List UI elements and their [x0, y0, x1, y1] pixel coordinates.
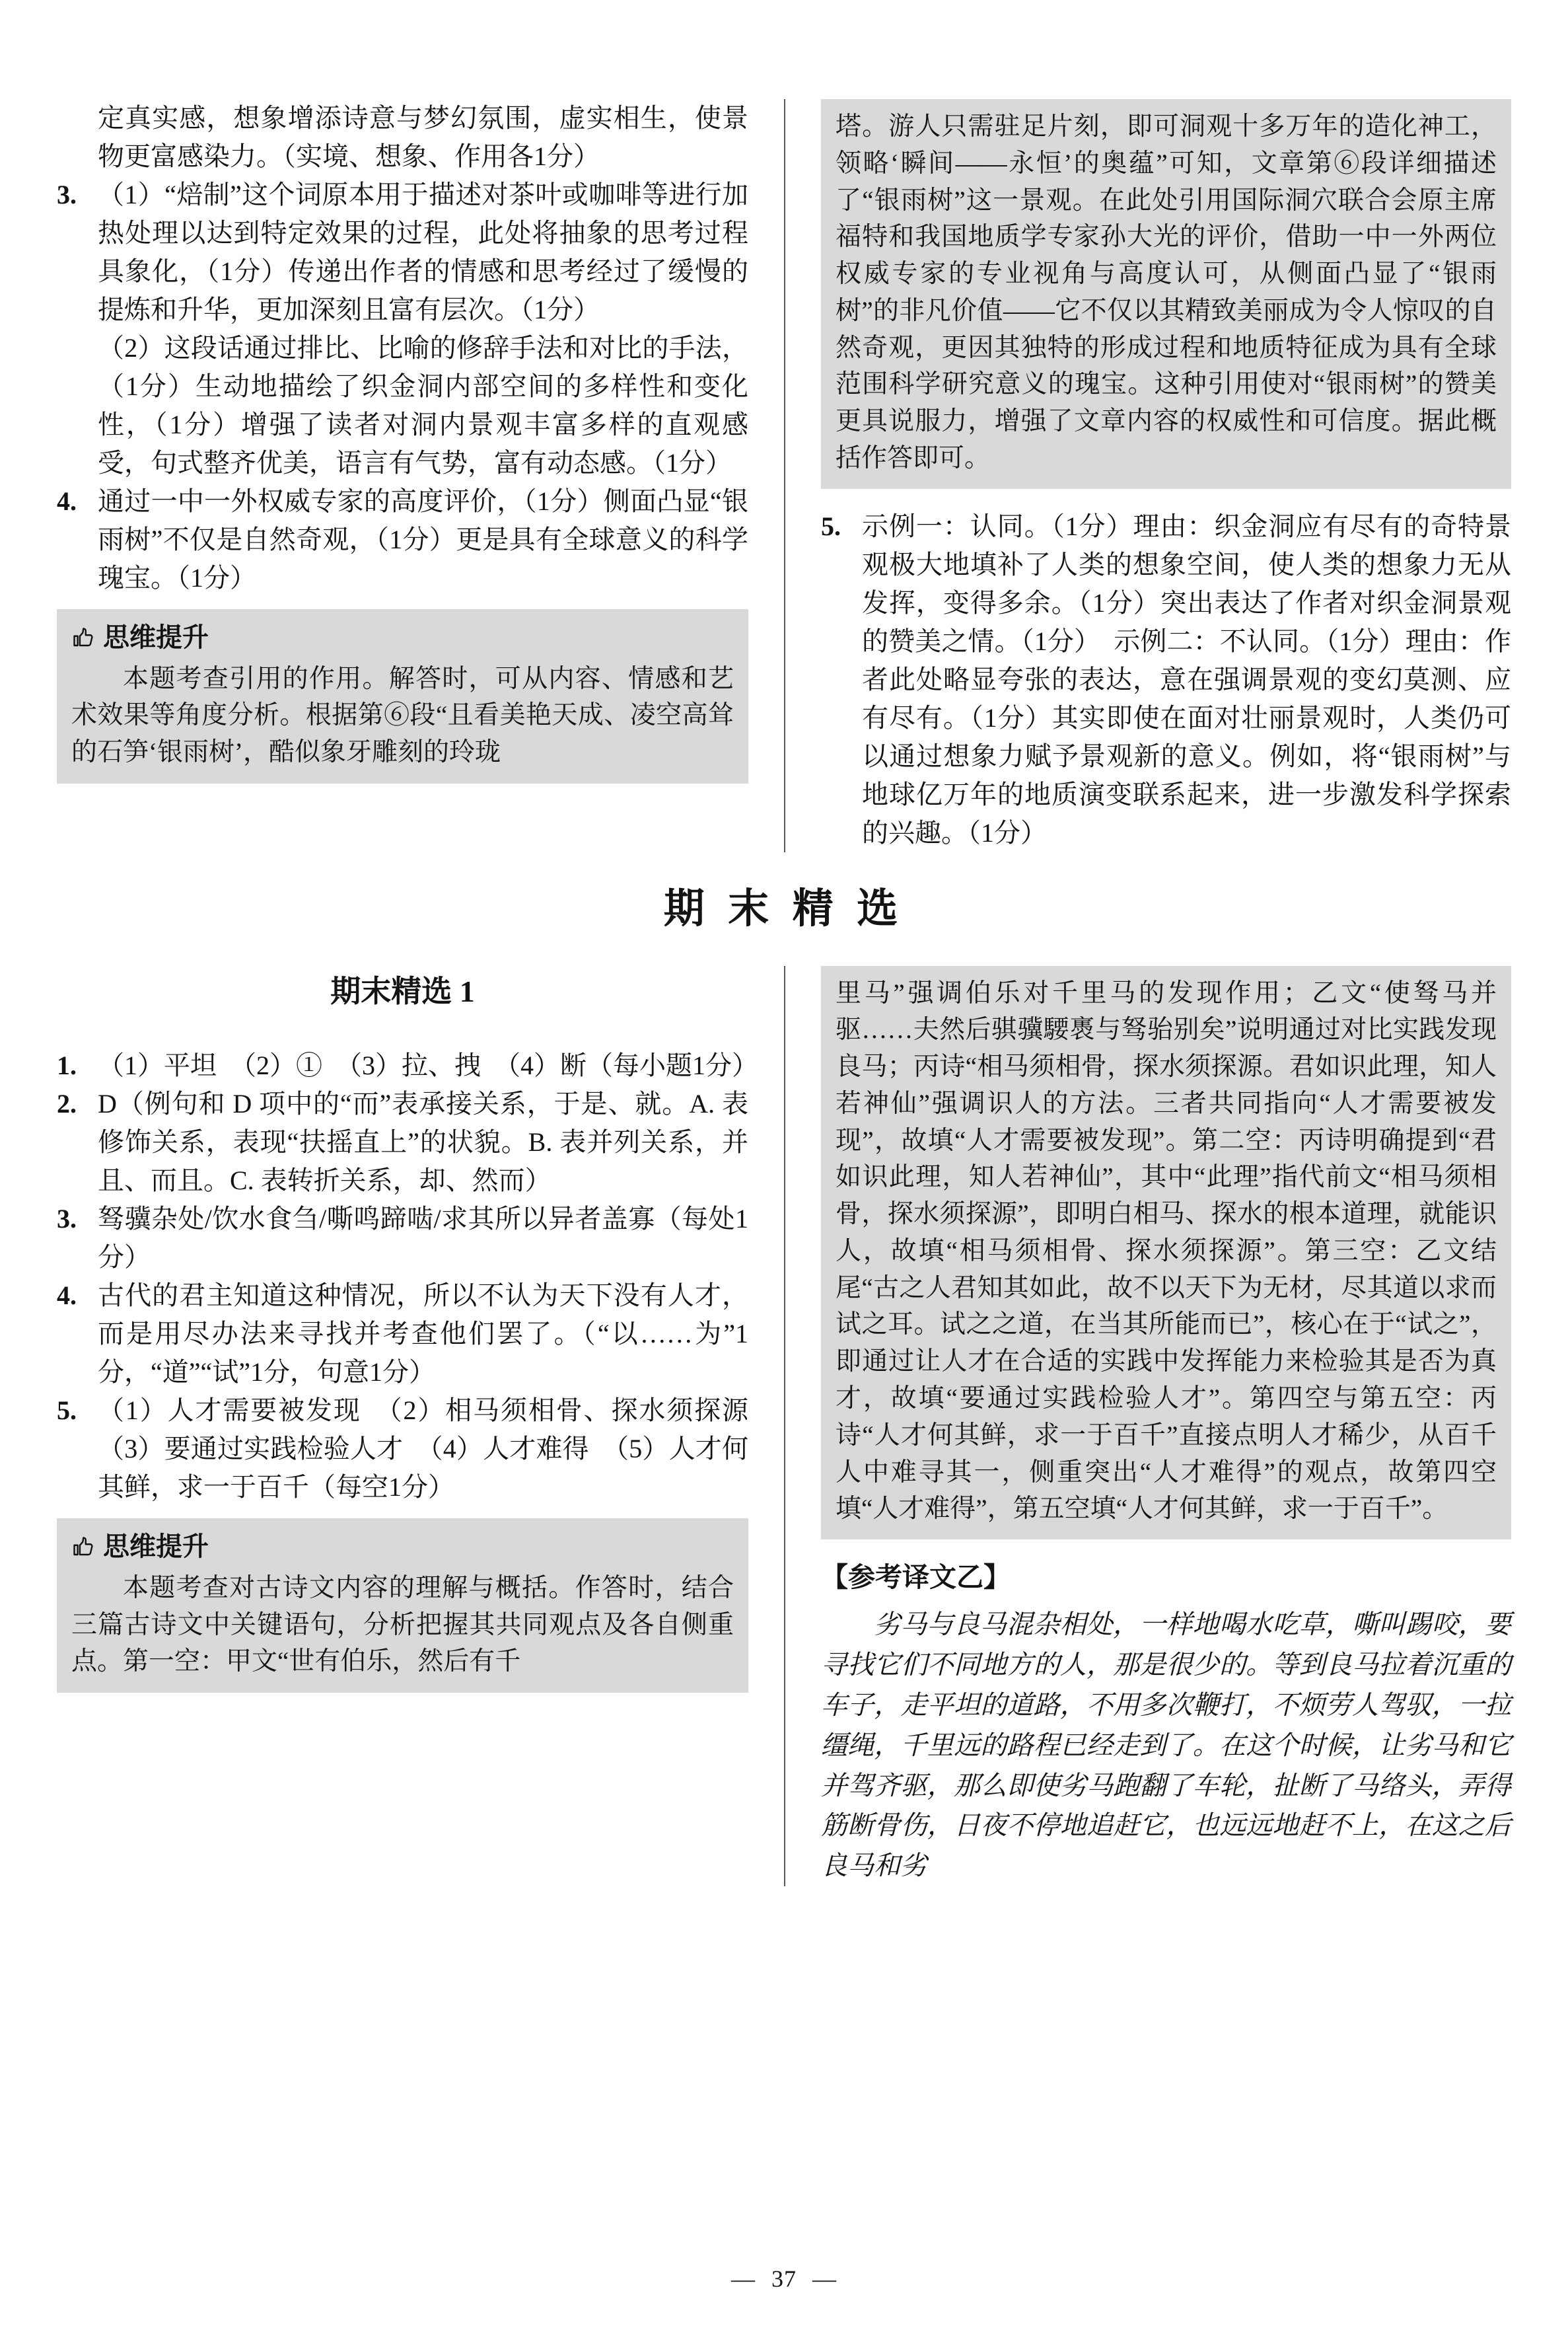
item-body [98, 176, 748, 482]
answer-continuation-text: 定真实感，想象增添诗意与梦幻氛围，虚实相生，使景物更富感染力。（实境、想象、作用各1分） [98, 103, 748, 171]
item-body [98, 1276, 748, 1391]
answer-paragraph: （1）“焙制”这个词原本用于描述对茶叶或咖啡等进行加热处理以达到特定效果的过程，此处将抽象的思考过程具象化，（1分）传递出作者的情感和思考经过了缓慢的提炼和升华，更加深刻且富有层次。（1分） [98, 180, 748, 324]
top-left-column [57, 99, 784, 852]
item-number: 5. [821, 511, 841, 541]
answer-item-2 [57, 1085, 748, 1200]
reference-translation-text: 劣马与良马混杂相处，一样地喝水吃草，嘶叫踢咬，要寻找它们不同地方的人，那是很少的。等到良马拉着沉重的车子，走平坦的道路，不用多次鞭打，不烦劳人驾驭，一拉缰绳，千里远的路程已经走到了。在这个时候，让劣马和它并驾齐驱，那么即使劣马跑翻了车轮，扯断了马络头，弄得筋断骨伤，日夜不停地追赶它，也远远地赶不上，在这之后良马和劣 [821, 1609, 1511, 1881]
page-footer [0, 2262, 1568, 2296]
answer-paragraph: 驽骥杂处/饮水食刍/嘶鸣蹄啮/求其所以异者盖寡（每处1分） [98, 1204, 748, 1273]
bottom-left-column [57, 966, 784, 1887]
footer-dash-right: — [812, 2265, 837, 2292]
item-body [98, 482, 748, 597]
tip-title: 思维提升 [103, 1532, 209, 1562]
page-number: 37 [771, 2265, 797, 2292]
answer-paragraph: （1）人才需要被发现 （2）相马须相骨、探水须探源 （3）要通过实践检验人才 （4）人才难得 （5）人才何其鲜，求一于百千（每空1分） [98, 1395, 775, 1502]
answer-item-3 [57, 1200, 748, 1276]
item-body [98, 1047, 758, 1085]
answer-paragraph: 示例一：认同。（1分）理由：织金洞应有尽有的奇特景观极大地填补了人类的想象空间，使人类的想象力无从发挥，变得多余。（1分）突出表达了作者对织金洞景观的赞美之情。（1分） 示例二：不认同。（1分）理由：作者此处略显夸张的表达，意在强调景观的变幻莫测、应有尽有。（1分）其实即使在面对壮丽景观时，人类仍可以通过想象力赋予景观新的意义。例如，将“银雨树”与地球亿万年的地质演变联系起来，进一步激发科学探索的兴趣。（1分） [862, 511, 1511, 848]
tip-title-row [71, 1528, 734, 1566]
bottom-section [57, 966, 1511, 1887]
tip-continuation-box [821, 966, 1511, 1539]
answer-paragraph: （1）平坦 （2）① （3）拉、拽 （4）断（每小题1分） [98, 1051, 758, 1081]
tip-title: 思维提升 [103, 623, 209, 652]
answer-paragraph: 古代的君主知道这种情况，所以不认为天下没有人才，而是用尽办法来寻找并考查他们罢了。（“以……为”1分，“道”“试”1分，句意1分） [98, 1280, 748, 1387]
answer-item-5 [57, 1391, 775, 1506]
item-number: 4. [57, 1280, 77, 1311]
thumbs-up-icon [71, 1535, 95, 1559]
answer-paragraph: D（例句和 D 项中的“而”表承接关系，于是、就。A. 表修饰关系，表现“扶摇直上”的状貌。B. 表并列关系，并且、而且。C. 表转折关系，却、然而） [98, 1089, 748, 1196]
item-body [98, 1391, 775, 1506]
top-section [57, 99, 1511, 852]
tip-text: 本题考查对古诗文内容的理解与概括。作答时，结合三篇古诗文中关键语句，分析把握其共同观点及各自侧重点。第一空：甲文“世有伯乐，然后有千 [71, 1574, 734, 1676]
reference-translation-heading: 【参考译文乙】 [821, 1562, 1011, 1593]
answer-item-3 [57, 176, 748, 482]
tip-continuation-box [821, 99, 1511, 489]
bottom-right-column [784, 966, 1511, 1887]
answer-item-5 [821, 507, 1511, 852]
item-number: 1. [57, 1051, 77, 1081]
exercise-set-subtitle: 期末精选 1 [330, 974, 475, 1008]
item-number: 4. [57, 486, 77, 516]
thinking-tip-box [57, 609, 748, 784]
top-right-column [784, 99, 1511, 852]
thumbs-up-icon [71, 626, 95, 649]
item-number: 3. [57, 1204, 77, 1234]
section-title: 期 末 精 选 [663, 886, 905, 932]
thinking-tip-box [57, 1518, 748, 1693]
answer-paragraph: 通过一中一外权威专家的高度评价，（1分）侧面凸显“银雨树”不仅是自然奇观，（1分）更是具有全球意义的科学瑰宝。（1分） [98, 486, 748, 593]
item-body [862, 507, 1511, 852]
footer-dash-left: — [731, 2265, 756, 2292]
item-number: 3. [57, 180, 77, 209]
item-number: 5. [57, 1395, 77, 1426]
tip-continuation-text: 塔。游人只需驻足片刻，即可洞观十多万年的造化神工，领略‘瞬间——永恒’的奥蕴”可知，文章第⑥段详细描述了“银雨树”这一景观。在此处引用国际洞穴联合会原主席福特和我国地质学专家孙大光的评价，借助一中一外两位权威专家的专业视角与高度认可，从侧面凸显了“银雨树”的非凡价值——它不仅以其精致美丽成为令人惊叹的自然奇观，更因其独特的形成过程和地质特征成为具有全球范围科学研究意义的瑰宝。这种引用使对“银雨树”的赞美更具说服力，增强了文章内容的权威性和可信度。据此概括作答即可。 [836, 112, 1497, 472]
item-number: 2. [57, 1089, 77, 1119]
answer-item-4 [57, 1276, 748, 1391]
tip-title-row [71, 618, 734, 657]
answer-paragraph: （2）这段话通过排比、比喻的修辞手法和对比的手法，（1分）生动地描绘了织金洞内部空间的多样性和变化性，（1分）增强了读者对洞内景观丰富多样的直观感受，句式整齐优美，语言有气势，富有动态感。（1分） [98, 333, 748, 478]
item-body [98, 1085, 748, 1200]
tip-text: 本题考查引用的作用。解答时，可从内容、情感和艺术效果等角度分析。根据第⑥段“且看美艳天成、凌空高耸的石笋‘银雨树’，酷似象牙雕刻的玲珑 [71, 665, 734, 766]
answer-item-1 [57, 1047, 758, 1085]
tip-continuation-text: 里马”强调伯乐对千里马的发现作用；乙文“使驽马并驱……夫然后骐骥騕褭与驽骀别矣”说明通过对比实践发现良马；丙诗“相马须相骨，探水须探源。君如识此理，知人若神仙”强调识人的方法。三者共同指向“人才需要被发现”，故填“人才需要被发现”。第二空：丙诗明确提到“君如识此理，知人若神仙”，其中“此理”指代前文“相马须相骨，探水须探源”，即明白相马、探水的根本道理，就能识人，故填“相马须相骨、探水须探源”。第三空：乙文结尾“古之人君知其如此，故不以天下为无材，尽其道以求而试之耳。试之之道，在当其所能而已”，核心在于“试之”，即通过让人才在合适的实践中发挥能力来检验其是否为真才，故填“要通过实践检验人才”。第四空与第五空：丙诗“人才何其鲜，求一于百千”直接点明人才稀少，从百千人中难寻其一，侧重突出“人才难得”的观点，故第四空填“人才难得”，第五空填“人才何其鲜，求一于百千”。 [836, 978, 1497, 1524]
answer-item-4 [57, 482, 748, 597]
item-body [98, 1200, 748, 1276]
